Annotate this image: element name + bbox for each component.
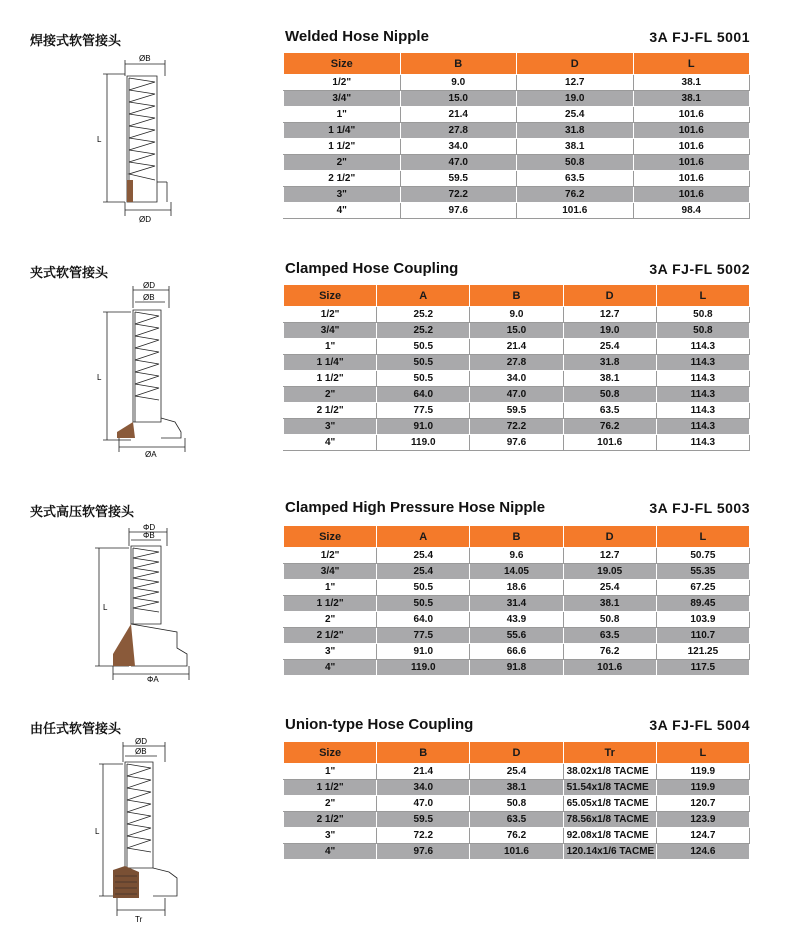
table-cell: 27.8 (470, 355, 563, 371)
table-row (284, 796, 750, 812)
table-cell: 119.0 (377, 435, 470, 451)
table-cell: 51.54x1/8 TACME (563, 780, 656, 796)
table-cell: 50.5 (377, 596, 470, 612)
table-cell: 50.5 (377, 371, 470, 387)
table-cell: 15.0 (470, 323, 563, 339)
table-cell: 25.4 (377, 564, 470, 580)
table-header: Tr (563, 742, 656, 764)
spec-table (283, 284, 750, 451)
table-cell: 119.0 (377, 660, 470, 676)
section-code: 3A FJ-FL 5002 (649, 261, 750, 277)
table-cell: 2" (284, 155, 401, 171)
table-cell: 38.1 (633, 91, 750, 107)
dim-label: Tr (135, 915, 143, 923)
table-cell: 1" (284, 339, 377, 355)
table-cell: 63.5 (563, 403, 656, 419)
table-cell: 31.8 (563, 355, 656, 371)
section-en-title: Clamped High Pressure Hose Nipple (285, 499, 546, 516)
table-row (284, 780, 750, 796)
table-cell: 1" (284, 107, 401, 123)
table-cell: 101.6 (633, 107, 750, 123)
table-cell: 91.0 (377, 419, 470, 435)
table-header: A (377, 285, 470, 307)
table-row (284, 828, 750, 844)
table-header: D (470, 742, 563, 764)
table-header: L (656, 526, 749, 548)
table-cell: 101.6 (633, 123, 750, 139)
table-cell: 50.8 (656, 307, 749, 323)
table-cell: 2 1/2" (284, 628, 377, 644)
table-cell: 1 1/4" (284, 123, 401, 139)
table-header: D (563, 285, 656, 307)
table-cell: 2" (284, 796, 377, 812)
table-cell: 50.8 (470, 796, 563, 812)
table-cell: 1 1/4" (284, 355, 377, 371)
table-cell: 55.35 (656, 564, 749, 580)
table-row (284, 107, 750, 123)
table-cell: 3" (284, 187, 401, 203)
table-header: Size (284, 742, 377, 764)
table-cell: 63.5 (470, 812, 563, 828)
table-cell: 101.6 (633, 155, 750, 171)
table-cell: 21.4 (377, 764, 470, 780)
table-header: Size (284, 526, 377, 548)
table-cell: 3/4" (284, 564, 377, 580)
table-cell: 19.0 (563, 323, 656, 339)
table-cell: 25.2 (377, 307, 470, 323)
section-en-title: Union-type Hose Coupling (285, 716, 474, 733)
table-cell: 9.0 (400, 75, 517, 91)
table-cell: 114.3 (656, 435, 749, 451)
dim-label: L (95, 827, 100, 836)
table-cell: 101.6 (633, 139, 750, 155)
table-cell: 77.5 (377, 403, 470, 419)
table-cell: 25.4 (563, 339, 656, 355)
table-cell: 64.0 (377, 612, 470, 628)
table-cell: 120.14x1/6 TACME (563, 844, 656, 860)
table-cell: 3/4" (284, 323, 377, 339)
table-row (284, 91, 750, 107)
table-header: D (517, 53, 634, 75)
table-cell: 101.6 (517, 203, 634, 219)
table-cell: 38.1 (470, 780, 563, 796)
table-cell: 3" (284, 419, 377, 435)
table-cell: 2 1/2" (284, 171, 401, 187)
dim-label: ØB (143, 293, 155, 302)
table-row (284, 371, 750, 387)
table-cell: 72.2 (400, 187, 517, 203)
table-cell: 25.4 (563, 580, 656, 596)
section-cn-title: 由任式软管接头 (30, 722, 122, 737)
table-cell: 101.6 (563, 435, 656, 451)
table-cell: 31.4 (470, 596, 563, 612)
table-cell: 103.9 (656, 612, 749, 628)
table-cell: 123.9 (656, 812, 749, 828)
table-cell: 25.2 (377, 323, 470, 339)
table-cell: 114.3 (656, 339, 749, 355)
table-row (284, 628, 750, 644)
table-cell: 2 1/2" (284, 812, 377, 828)
table-cell: 43.9 (470, 612, 563, 628)
table-row (284, 844, 750, 860)
table-row (284, 155, 750, 171)
union-type-hose-coupling-drawing (95, 738, 205, 923)
table-cell: 38.1 (633, 75, 750, 91)
dim-label: ØD (135, 738, 147, 746)
section-code: 3A FJ-FL 5004 (649, 717, 750, 733)
table-cell: 119.9 (656, 780, 749, 796)
table-cell: 2" (284, 612, 377, 628)
table-cell: 21.4 (400, 107, 517, 123)
table-cell: 59.5 (470, 403, 563, 419)
table-cell: 50.8 (656, 323, 749, 339)
table-cell: 3" (284, 828, 377, 844)
table-header: Size (284, 285, 377, 307)
dim-label: L (97, 135, 102, 144)
table-cell: 64.0 (377, 387, 470, 403)
table-cell: 9.0 (470, 307, 563, 323)
table-cell: 1 1/2" (284, 596, 377, 612)
table-cell: 63.5 (563, 628, 656, 644)
table-cell: 1/2" (284, 75, 401, 91)
table-cell: 4" (284, 435, 377, 451)
table-row (284, 187, 750, 203)
dim-label: ΦB (143, 531, 155, 540)
section-cn-title: 夹式软管接头 (30, 266, 109, 281)
table-row (284, 612, 750, 628)
table-cell: 1" (284, 580, 377, 596)
table-row (284, 171, 750, 187)
table-cell: 101.6 (563, 660, 656, 676)
table-row (284, 123, 750, 139)
table-cell: 2" (284, 387, 377, 403)
table-cell: 119.9 (656, 764, 749, 780)
table-row (284, 139, 750, 155)
spec-table (283, 52, 750, 219)
table-cell: 67.25 (656, 580, 749, 596)
table-header: B (377, 742, 470, 764)
table-cell: 50.8 (563, 387, 656, 403)
table-row (284, 203, 750, 219)
table-cell: 101.6 (633, 171, 750, 187)
table-cell: 19.05 (563, 564, 656, 580)
table-cell: 38.02x1/8 TACME (563, 764, 656, 780)
table-cell: 121.25 (656, 644, 749, 660)
welded-hose-nipple-drawing (95, 52, 205, 232)
table-row (284, 75, 750, 91)
table-cell: 3" (284, 644, 377, 660)
table-cell: 1" (284, 764, 377, 780)
table-row (284, 596, 750, 612)
dim-label: ØD (139, 215, 151, 224)
table-cell: 47.0 (377, 796, 470, 812)
table-row (284, 403, 750, 419)
section-cn-title: 焊接式软管接头 (30, 34, 122, 49)
table-cell: 1 1/2" (284, 139, 401, 155)
table-cell: 97.6 (400, 203, 517, 219)
table-cell: 124.7 (656, 828, 749, 844)
table-cell: 12.7 (563, 548, 656, 564)
table-cell: 101.6 (633, 187, 750, 203)
table-cell: 91.8 (470, 660, 563, 676)
table-row (284, 435, 750, 451)
table-cell: 34.0 (400, 139, 517, 155)
table-cell: 4" (284, 844, 377, 860)
table-cell: 50.5 (377, 355, 470, 371)
table-cell: 59.5 (400, 171, 517, 187)
table-cell: 59.5 (377, 812, 470, 828)
table-cell: 76.2 (470, 828, 563, 844)
table-cell: 92.08x1/8 TACME (563, 828, 656, 844)
table-cell: 77.5 (377, 628, 470, 644)
table-cell: 1/2" (284, 307, 377, 323)
table-cell: 98.4 (633, 203, 750, 219)
table-cell: 14.05 (470, 564, 563, 580)
dim-label: ØB (135, 747, 147, 756)
table-row (284, 339, 750, 355)
table-cell: 25.4 (470, 764, 563, 780)
table-header: A (377, 526, 470, 548)
section-code: 3A FJ-FL 5003 (649, 500, 750, 516)
table-header: B (400, 53, 517, 75)
table-cell: 34.0 (470, 371, 563, 387)
table-cell: 15.0 (400, 91, 517, 107)
clamped-high-pressure-hose-nipple-drawing (95, 524, 205, 684)
table-cell: 18.6 (470, 580, 563, 596)
table-cell: 50.8 (517, 155, 634, 171)
table-cell: 25.4 (377, 548, 470, 564)
clamped-hose-coupling-drawing (95, 282, 205, 457)
table-cell: 78.56x1/8 TACME (563, 812, 656, 828)
table-cell: 76.2 (563, 644, 656, 660)
table-cell: 114.3 (656, 419, 749, 435)
table-cell: 120.7 (656, 796, 749, 812)
table-header: B (470, 285, 563, 307)
table-cell: 50.5 (377, 339, 470, 355)
table-row (284, 644, 750, 660)
table-cell: 114.3 (656, 371, 749, 387)
table-cell: 124.6 (656, 844, 749, 860)
section-code: 3A FJ-FL 5001 (649, 29, 750, 45)
spec-table (283, 525, 750, 676)
table-cell: 50.8 (563, 612, 656, 628)
table-cell: 31.8 (517, 123, 634, 139)
table-row (284, 812, 750, 828)
table-row (284, 548, 750, 564)
table-cell: 114.3 (656, 387, 749, 403)
table-cell: 101.6 (470, 844, 563, 860)
table-row (284, 660, 750, 676)
table-header: L (656, 742, 749, 764)
table-header: L (656, 285, 749, 307)
table-cell: 63.5 (517, 171, 634, 187)
dim-label: ΦA (147, 675, 159, 684)
table-cell: 97.6 (377, 844, 470, 860)
table-cell: 72.2 (377, 828, 470, 844)
dim-label: ØA (145, 450, 157, 457)
table-cell: 12.7 (517, 75, 634, 91)
table-cell: 38.1 (563, 596, 656, 612)
table-cell: 50.75 (656, 548, 749, 564)
table-cell: 25.4 (517, 107, 634, 123)
table-cell: 50.5 (377, 580, 470, 596)
table-header: D (563, 526, 656, 548)
table-cell: 47.0 (470, 387, 563, 403)
table-cell: 19.0 (517, 91, 634, 107)
table-row (284, 387, 750, 403)
table-cell: 38.1 (517, 139, 634, 155)
table-cell: 110.7 (656, 628, 749, 644)
table-cell: 4" (284, 660, 377, 676)
section-en-title: Clamped Hose Coupling (285, 260, 459, 277)
table-cell: 66.6 (470, 644, 563, 660)
table-row (284, 764, 750, 780)
table-row (284, 419, 750, 435)
section-cn-title: 夹式高压软管接头 (30, 505, 135, 520)
table-cell: 55.6 (470, 628, 563, 644)
table-cell: 89.45 (656, 596, 749, 612)
table-cell: 1 1/2" (284, 371, 377, 387)
dim-label: L (103, 603, 108, 612)
table-cell: 2 1/2" (284, 403, 377, 419)
table-cell: 1/2" (284, 548, 377, 564)
table-cell: 114.3 (656, 355, 749, 371)
table-cell: 1 1/2" (284, 780, 377, 796)
table-row (284, 580, 750, 596)
table-row (284, 307, 750, 323)
table-cell: 34.0 (377, 780, 470, 796)
table-cell: 76.2 (563, 419, 656, 435)
table-header: B (470, 526, 563, 548)
table-cell: 97.6 (470, 435, 563, 451)
table-cell: 38.1 (563, 371, 656, 387)
table-cell: 21.4 (470, 339, 563, 355)
section-en-title: Welded Hose Nipple (285, 28, 429, 45)
dim-label: ΦD (143, 524, 156, 532)
table-cell: 65.05x1/8 TACME (563, 796, 656, 812)
table-cell: 12.7 (563, 307, 656, 323)
spec-table (283, 741, 750, 860)
table-row (284, 323, 750, 339)
table-cell: 47.0 (400, 155, 517, 171)
table-row (284, 355, 750, 371)
table-cell: 117.5 (656, 660, 749, 676)
dim-label: ØD (143, 282, 155, 290)
table-cell: 114.3 (656, 403, 749, 419)
table-cell: 91.0 (377, 644, 470, 660)
table-cell: 3/4" (284, 91, 401, 107)
table-cell: 4" (284, 203, 401, 219)
table-cell: 72.2 (470, 419, 563, 435)
table-cell: 27.8 (400, 123, 517, 139)
dim-label: L (97, 373, 102, 382)
table-cell: 76.2 (517, 187, 634, 203)
table-header: Size (284, 53, 401, 75)
table-row (284, 564, 750, 580)
table-header: L (633, 53, 750, 75)
dim-label: ØB (139, 54, 151, 63)
table-cell: 9.6 (470, 548, 563, 564)
